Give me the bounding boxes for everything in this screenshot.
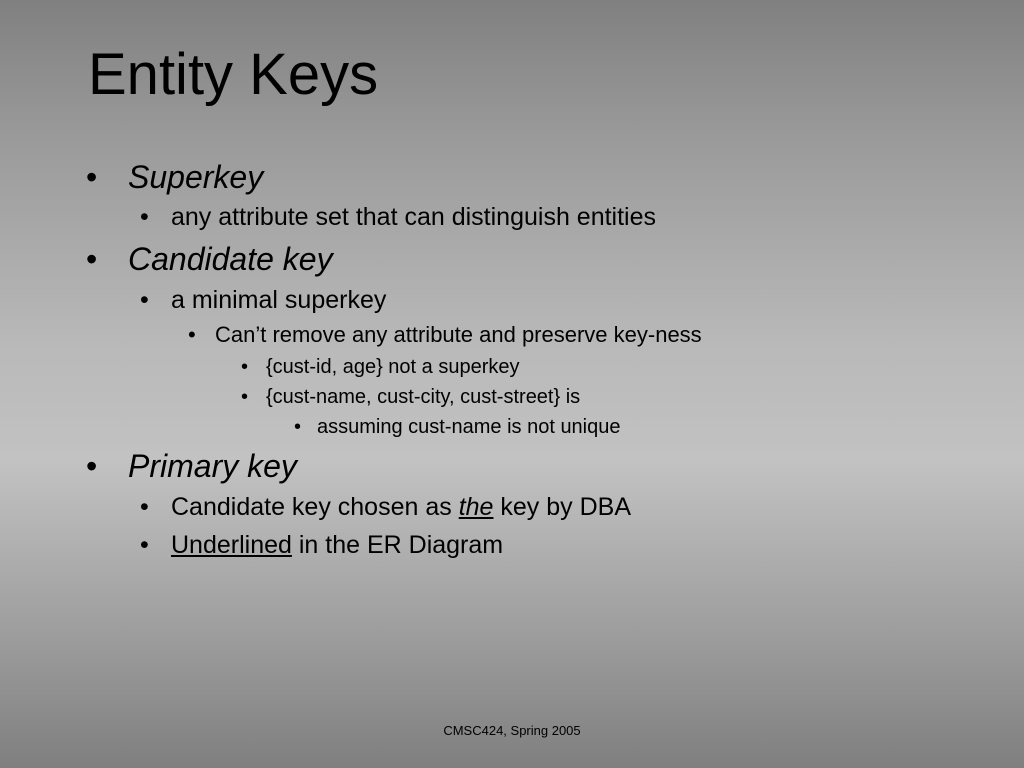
primary-key-line2 — [171, 530, 503, 560]
superkey-desc: any attribute set that can distinguish entities — [171, 203, 657, 231]
bullet-dot-icon: • — [294, 416, 302, 438]
bullet-dot-icon: • — [241, 386, 249, 408]
bullet-dot-icon: • — [86, 448, 98, 484]
line1-after: key by DBA — [493, 493, 632, 521]
assumption: assuming cust-name is not unique — [317, 416, 621, 438]
line2-after: in the ER Diagram — [291, 531, 504, 559]
bullet-dot-icon: • — [86, 241, 98, 277]
bullet-dot-icon: • — [140, 203, 149, 231]
superkey-label: Superkey — [128, 159, 264, 195]
primary-key-label: Primary key — [128, 448, 297, 484]
bullet-dot-icon: • — [86, 159, 98, 195]
candidate-key-label: Candidate key — [128, 241, 333, 277]
bullet-dot-icon: • — [140, 493, 149, 521]
slide-footer: CMSC424, Spring 2005 — [443, 723, 581, 738]
primary-key-line1 — [171, 492, 631, 522]
line1-emphasis: the — [458, 493, 494, 521]
slide-title: Entity Keys — [88, 42, 379, 107]
bullet-dot-icon: • — [140, 531, 149, 559]
line1-before: Candidate key chosen as — [171, 493, 459, 521]
candidate-key-sub: Can’t remove any attribute and preserve key-ness — [215, 322, 702, 347]
bullet-dot-icon: • — [188, 322, 196, 347]
bullet-dot-icon: • — [140, 286, 149, 314]
line2-underlined: Underlined — [171, 531, 292, 559]
example-1: {cust-id, age} not a superkey — [266, 356, 520, 378]
candidate-key-desc: a minimal superkey — [171, 286, 387, 314]
bullet-dot-icon: • — [241, 356, 249, 378]
example-2: {cust-name, cust-city, cust-street} is — [266, 386, 581, 408]
